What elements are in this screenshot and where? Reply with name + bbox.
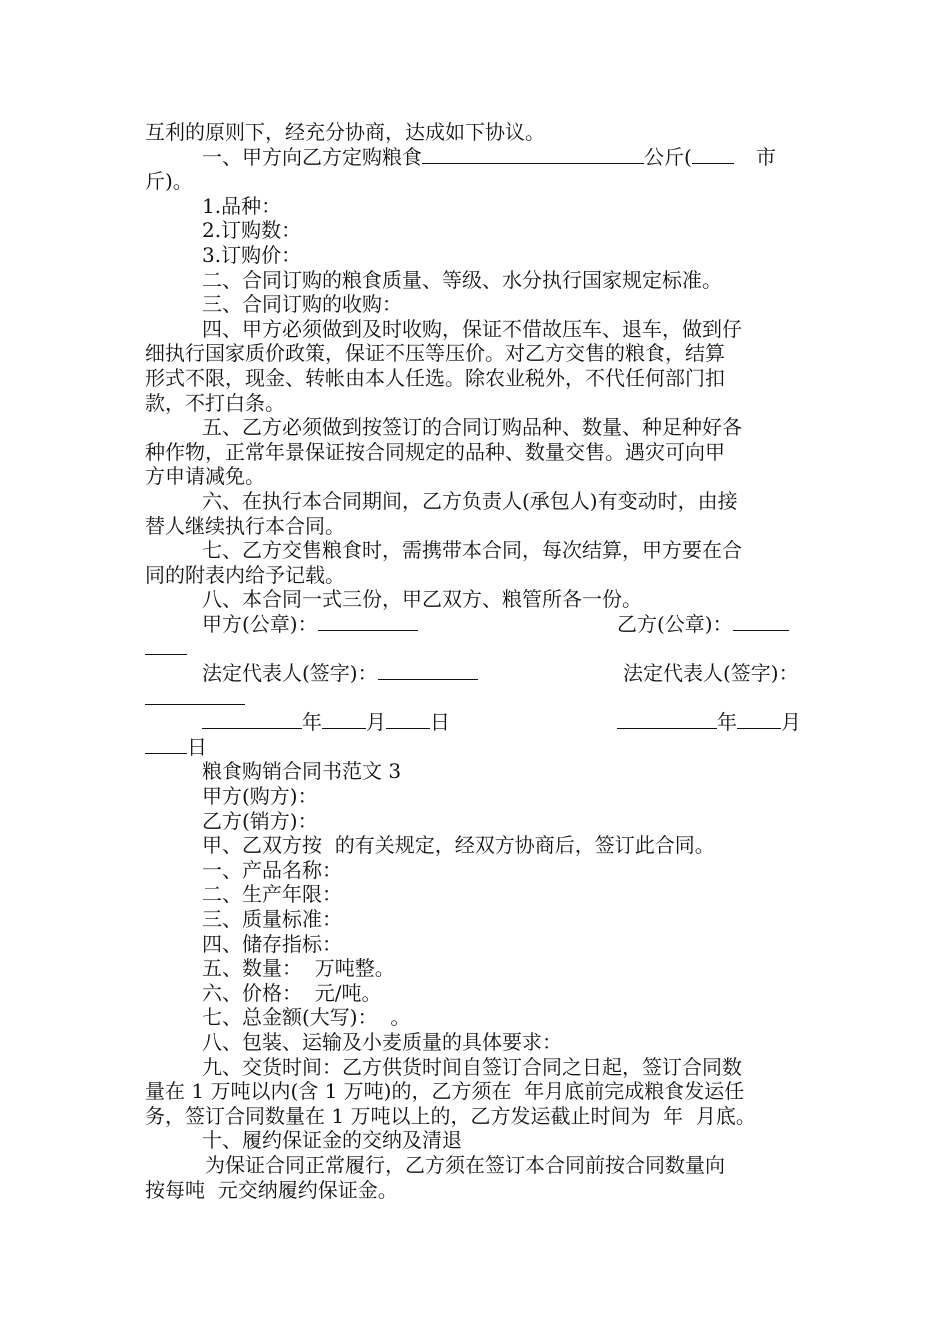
unit-blank [692,145,734,164]
clause-6: 六、在执行本合同期间，乙方负责人(承包人)有变动时，由接 [202,488,738,513]
clause-8: 八、本合同一式三份，甲乙双方、粮管所各一份。 [202,587,642,612]
seal-row [145,612,807,637]
contract-page [145,120,807,1202]
clause-7: 七、乙方交售粮食时，需携带本合同，每次结算，甲方要在合 [202,538,742,563]
party-a-rep [202,661,478,686]
party-b-seal-label: 乙方(公章)： [617,611,733,636]
clause-1-line [145,145,807,170]
seller-line: 乙方(销方)： [202,808,318,833]
party-b-rep [623,661,799,686]
text-line: 斤)。 [145,169,193,194]
party-a-seal-label: 甲方(公章)： [202,611,318,636]
rep-blank-cont [145,686,807,711]
date-cont [145,735,807,760]
preamble: 甲、乙双方按 的有关规定，经双方协商后，签订此合同。 [202,833,715,858]
buyer-line: 甲方(购方)： [202,784,318,809]
item-product-name: 一、产品名称： [202,857,342,882]
year-blank [202,710,302,729]
clause-5-cont: 方申请减免。 [145,464,265,489]
item-variety: 1.品种： [202,193,282,218]
unit-kg-text: 公斤( [644,144,692,169]
clause-5-cont: 种作物，正常年景保证按合同规定的品种、数量交售。遇灾可向甲 [145,439,725,464]
year-label: 年 [717,710,737,735]
clause-4: 四、甲方必须做到及时收购，保证不借故压车、退车，做到仔 [202,316,742,341]
deposit-text: 为保证合同正常履行，乙方须在签订本合同前按合同数量向 [205,1152,725,1177]
day-blank [386,710,430,729]
clause-7-cont: 同的附表内给予记载。 [145,562,345,587]
item-price: 六、价格： 元/吨。 [202,980,382,1005]
day-label: 日 [187,734,207,759]
item-delivery-time: 九、交货时间：乙方供货时间自签订合同之日起，签订合同数 [202,1054,742,1079]
item-production-year: 二、生产年限： [202,882,342,907]
party-a-seal-blank [318,612,418,631]
month-blank [322,710,366,729]
item-amount: 五、数量： 万吨整。 [202,956,395,981]
section-title: 粮食购销合同书范文 3 [202,759,402,784]
clause-4-cont: 细执行国家质价政策，保证不压等压价。对乙方交售的粮食，结算 [145,341,725,366]
item-deposit: 十、履约保证金的交纳及清退 [202,1128,462,1153]
month-label: 月 [781,710,801,735]
clause-1-text: 一、甲方向乙方定购粮食 [202,144,422,169]
party-b-rep-label: 法定代表人(签字)： [623,661,799,686]
clause-2: 二、合同订购的粮食质量、等级、水分执行国家规定标准。 [202,267,722,292]
item-quality-standard: 三、质量标准： [202,907,342,931]
representative-row [145,661,807,686]
month-label: 月 [366,710,386,735]
party-b-seal-blank [733,612,789,631]
clause-4-cont: 款，不打白条。 [145,390,285,415]
quantity-blank [422,145,644,164]
clause-6-cont: 替人继续执行本合同。 [145,513,345,538]
text-line: 互利的原则下，经充分协商，达成如下协议。 [145,120,545,144]
year-label: 年 [302,710,322,735]
clause-5: 五、乙方必须做到按签订的合同订购品种、数量、种足种好各 [202,415,742,440]
item-delivery-cont: 务，签订合同数量在 1 万吨以上的，乙方发运截止时间为 年 月底。 [145,1103,756,1128]
item-delivery-cont: 量在 1 万吨以内(含 1 万吨)的，乙方须在 年月底前完成粮食发运任 [145,1079,745,1104]
month-blank [737,710,781,729]
year-blank [617,710,717,729]
day-label: 日 [430,710,450,735]
item-price: 3.订购价： [202,242,302,267]
item-storage-index: 四、储存指标： [202,931,342,956]
clause-3: 三、合同订购的收购： [202,292,402,317]
unit-jin-text: 市 [755,144,776,169]
date-row [145,710,807,735]
item-quantity: 2.订购数： [202,218,302,243]
party-a-date [202,710,450,735]
party-a-seal [202,612,418,637]
seal-blank-cont [145,636,807,661]
party-b-seal [617,612,789,637]
item-packaging: 八、包装、运输及小麦质量的具体要求： [202,1029,562,1054]
clause-4-cont: 形式不限，现金、转帐由本人任选。除农业税外，不代任何部门扣 [145,365,725,390]
item-total: 七、总金额(大写)： 。 [202,1005,411,1030]
party-b-date [617,710,801,735]
deposit-cont: 按每吨 元交纳履约保证金。 [145,1177,398,1202]
party-a-rep-blank [378,661,478,680]
party-a-rep-label: 法定代表人(签字)： [202,661,378,686]
